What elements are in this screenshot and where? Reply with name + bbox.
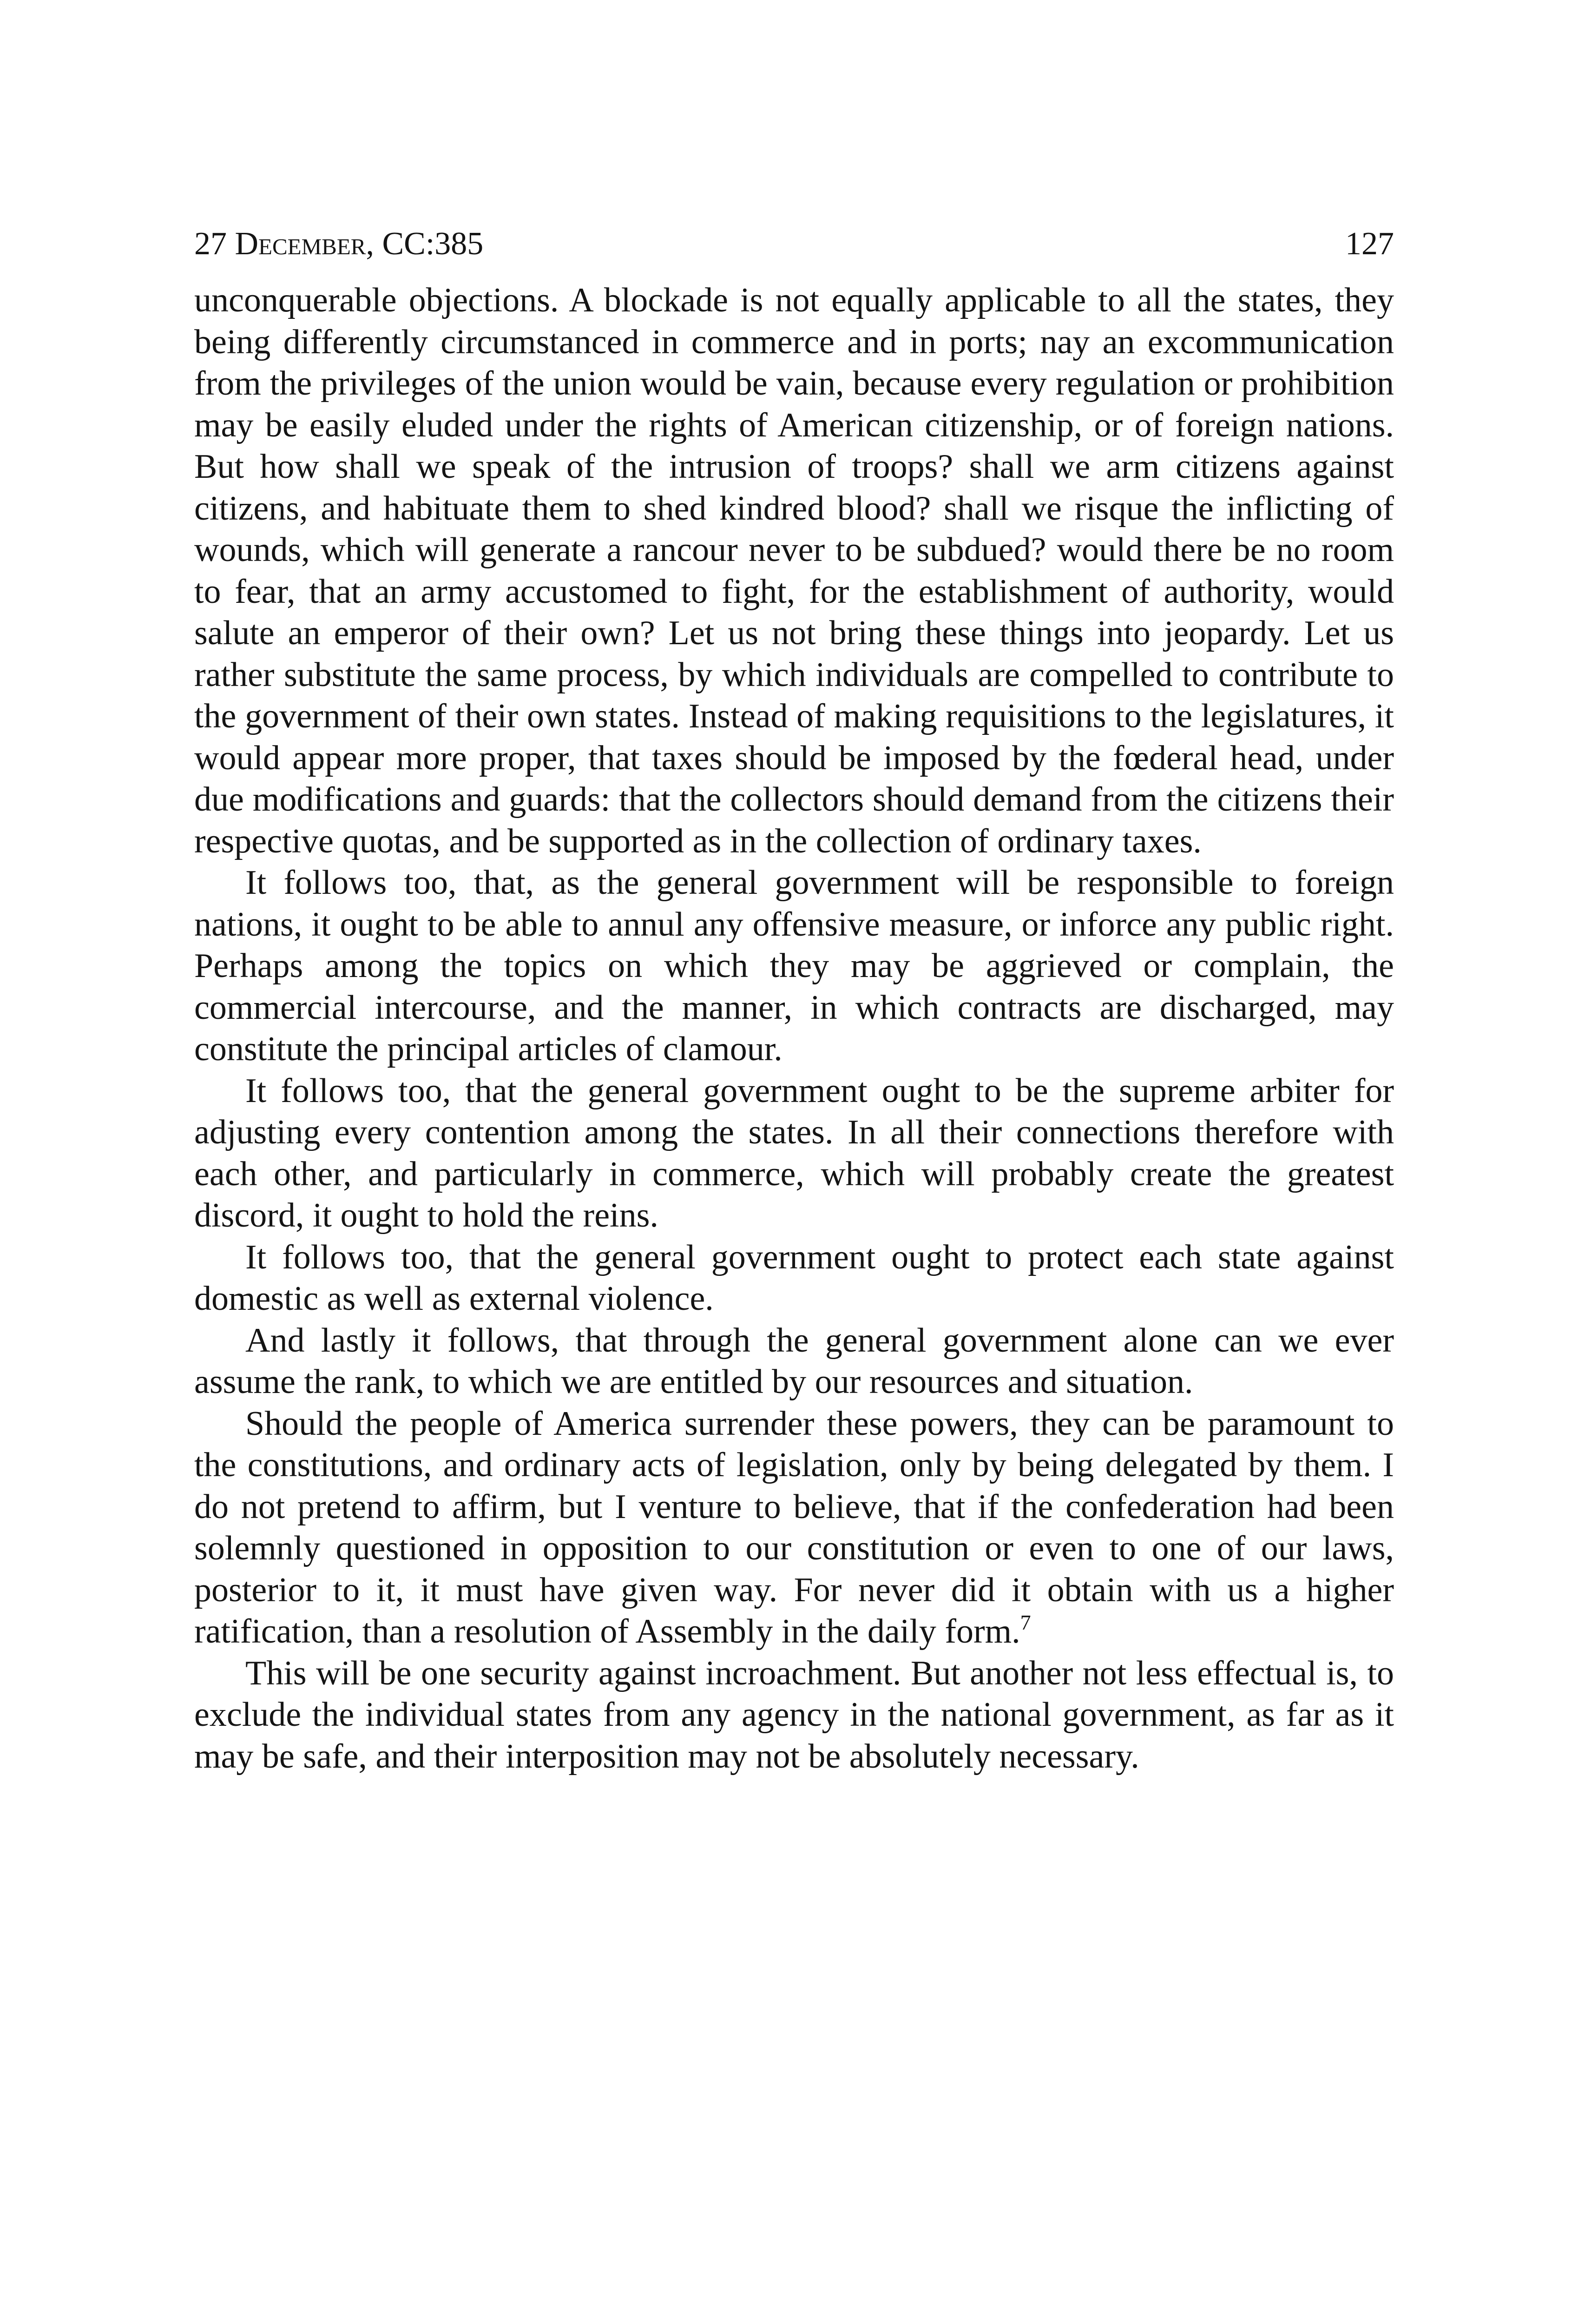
header-reference: , CC:385	[366, 226, 484, 262]
paragraph-7: This will be one security against incroachment. But another not less effectual is, to exclude the individual states from any agency in the national government, as far as it may be safe, and their interposition may not be absolutely necessary.	[194, 1654, 1394, 1776]
paragraph-2: It follows too, that, as the general government will be responsible to foreign nations, it ought to be able to annul any offensive measure, or inforce any public right. Perhaps among the topics on which they may be aggrieved or complain, the commercial intercourse, and the manner, in which contracts are discharged, may constitute the principal articles of clamour.	[194, 864, 1394, 1068]
paragraph-1: unconquerable objections. A blockade is not equally applicable to all the states, they being differently circumstanced in commerce and in ports; nay an excommunication from the privileges of the union would be vain, because every regulation or prohibition may be easily eluded under the rights of American citizenship, or of foreign nations. But how shall we speak of the intrusion of troops? shall we arm citizens against citizens, and habituate them to shed kindred blood? shall we risque the inflicting of wounds, which will generate a rancour never to be subdued? would there be no room to fear, that an army accustomed to fight, for the establishment of authority, would salute an emperor of their own? Let us not bring these things into jeopardy. Let us rather substitute the same process, by which individuals are compelled to contribute to the government of their own states. Instead of making requisitions to the legislatures, it would appear more proper, that taxes should be imposed by the fœderal head, under due modifications and guards: that the collectors should demand from the citizens their respective quotas, and be supported as in the collection of ordinary taxes.	[194, 281, 1394, 860]
paragraph-4: It follows too, that the general government ought to protect each state against domestic as well as external violence.	[194, 1238, 1394, 1318]
paragraph-6	[194, 1403, 1394, 1653]
paragraph-5: And lastly it follows, that through the general government alone can we ever assume the rank, to which we are entitled by our resources and situation.	[194, 1321, 1394, 1401]
header-date: 27	[194, 226, 235, 262]
document-page	[194, 218, 1394, 1777]
page-number: 127	[1345, 226, 1394, 262]
running-head	[194, 218, 1394, 270]
footnote-marker: 7	[1020, 1611, 1031, 1634]
paragraph-3: It follows too, that the general government ought to be the supreme arbiter for adjusting every contention among the states. In all their connections therefore with each other, and particularly in commerce, which will probably create the greatest discord, it ought to hold the reins.	[194, 1071, 1394, 1235]
header-month: December	[235, 226, 366, 262]
body-text	[194, 280, 1394, 1777]
running-head-title	[194, 218, 483, 270]
paragraph-6-text: Should the people of America surrender these powers, they can be paramount to the constitutions, and ordinary acts of legislation, only by being delegated by them. I do not pretend to affirm, but I venture to believe, that if the confederation had been solemnly questioned in opposition to our constitution or even to one of our laws, posterior to it, it must have given way. For never did it obtain with us a higher ratification, than a resolution of Assembly in the daily form.	[194, 1404, 1394, 1651]
